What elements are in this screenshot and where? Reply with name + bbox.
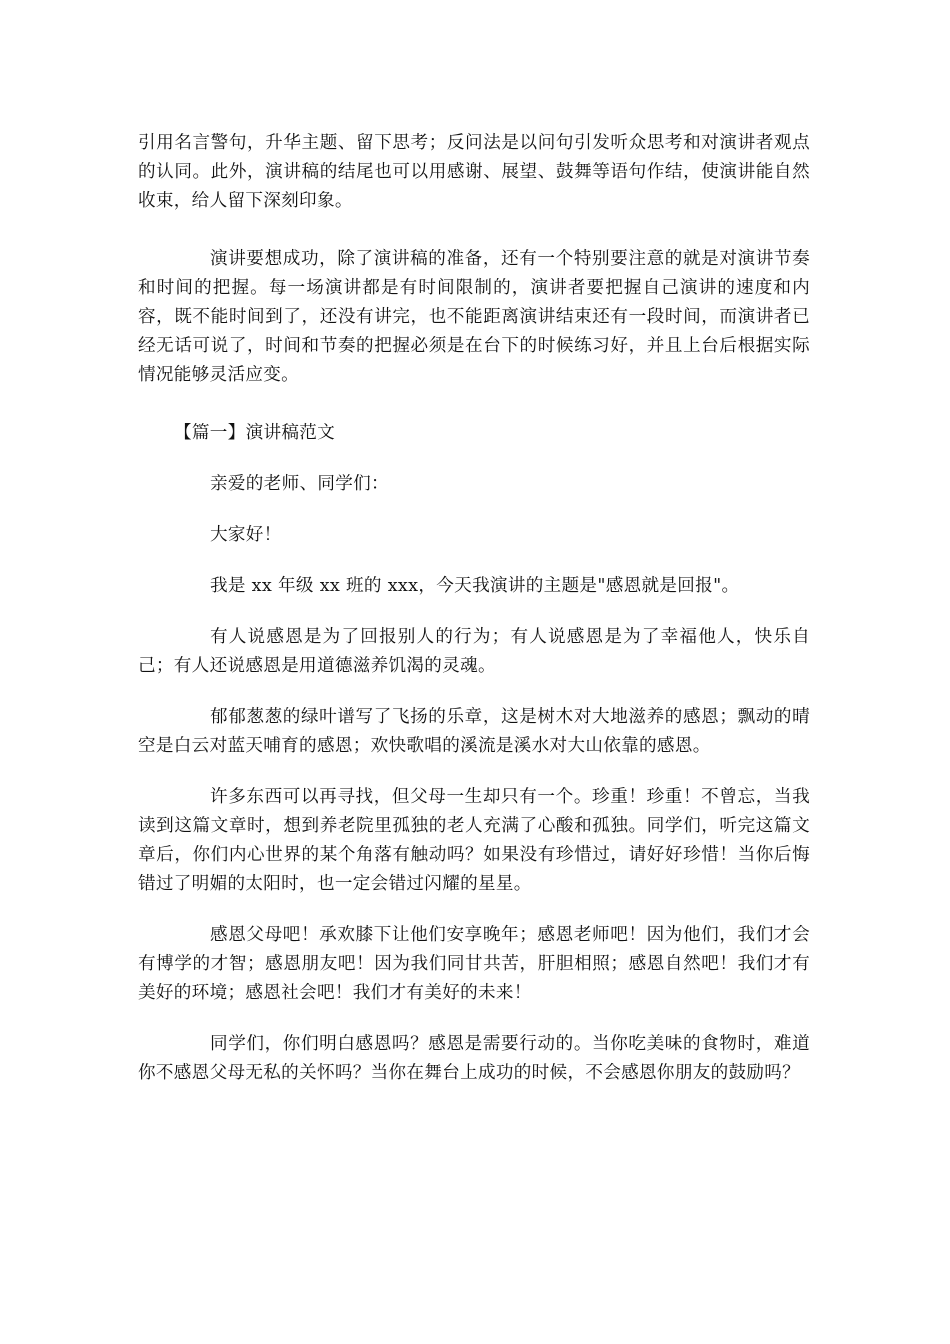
paragraph-timing: 演讲要想成功，除了演讲稿的准备，还有一个特别要注意的就是对演讲节奏和时间的把握。每一场演讲都是有时间限制的，演讲者要把握自己演讲的速度和内容，既不能时间到了，还没有讲完，也不能距离演讲结束还有一段时间，而演讲者已经无话可说了，时间和节奏的把握必须是在台下的时候练习好，并且上台后根据实际情况能够灵活应变。 <box>138 249 810 385</box>
paragraph-nature: 郁郁葱葱的绿叶谱写了飞扬的乐章，这是树木对大地滋养的感恩；飘动的晴空是白云对蓝天哺育的感恩；欢快歌唱的溪流是溪水对大山依靠的感恩。 <box>138 707 810 756</box>
paragraph-intro: 我是 xx 年级 xx 班的 xxx，今天我演讲的主题是"感恩就是回报"。 <box>210 576 740 596</box>
paragraph-gratitude-definition: 有人说感恩是为了回报别人的行为；有人说感恩是为了幸福他人，快乐自己；有人还说感恩是用道德滋养饥渴的灵魂。 <box>138 627 810 676</box>
document-body <box>138 129 810 1088</box>
paragraph-be-grateful: 感恩父母吧！承欢膝下让他们安享晚年；感恩老师吧！因为他们，我们才会有博学的才智；感恩朋友吧！因为我们同甘共苦，肝胆相照；感恩自然吧！我们才有美好的环境；感恩社会吧！我们才有美好的未来！ <box>138 925 810 1003</box>
paragraph-speech-ending: 引用名言警句，升华主题、留下思考；反问法是以问句引发听众思考和对演讲者观点的认同。此外，演讲稿的结尾也可以用感谢、展望、鼓舞等语句作结，使演讲能自然收束，给人留下深刻印象。 <box>138 133 810 211</box>
paragraph-action: 同学们，你们明白感恩吗？感恩是需要行动的。当你吃美味的食物时，难道你不感恩父母无私的关怀吗？当你在舞台上成功的时候，不会感恩你朋友的鼓励吗？ <box>138 1034 810 1083</box>
salutation: 亲爱的老师、同学们： <box>210 474 389 494</box>
greeting: 大家好！ <box>210 525 282 545</box>
section-heading: 【篇一】演讲稿范文 <box>174 423 336 443</box>
paragraph-parents: 许多东西可以再寻找，但父母一生却只有一个。珍重！珍重！不曾忘，当我读到这篇文章时，想到养老院里孤独的老人充满了心酸和孤独。同学们，听完这篇文章后，你们内心世界的某个角落有触动吗？如果没有珍惜过，请好好珍惜！当你后悔错过了明媚的太阳时，也一定会错过闪耀的星星。 <box>138 787 810 894</box>
